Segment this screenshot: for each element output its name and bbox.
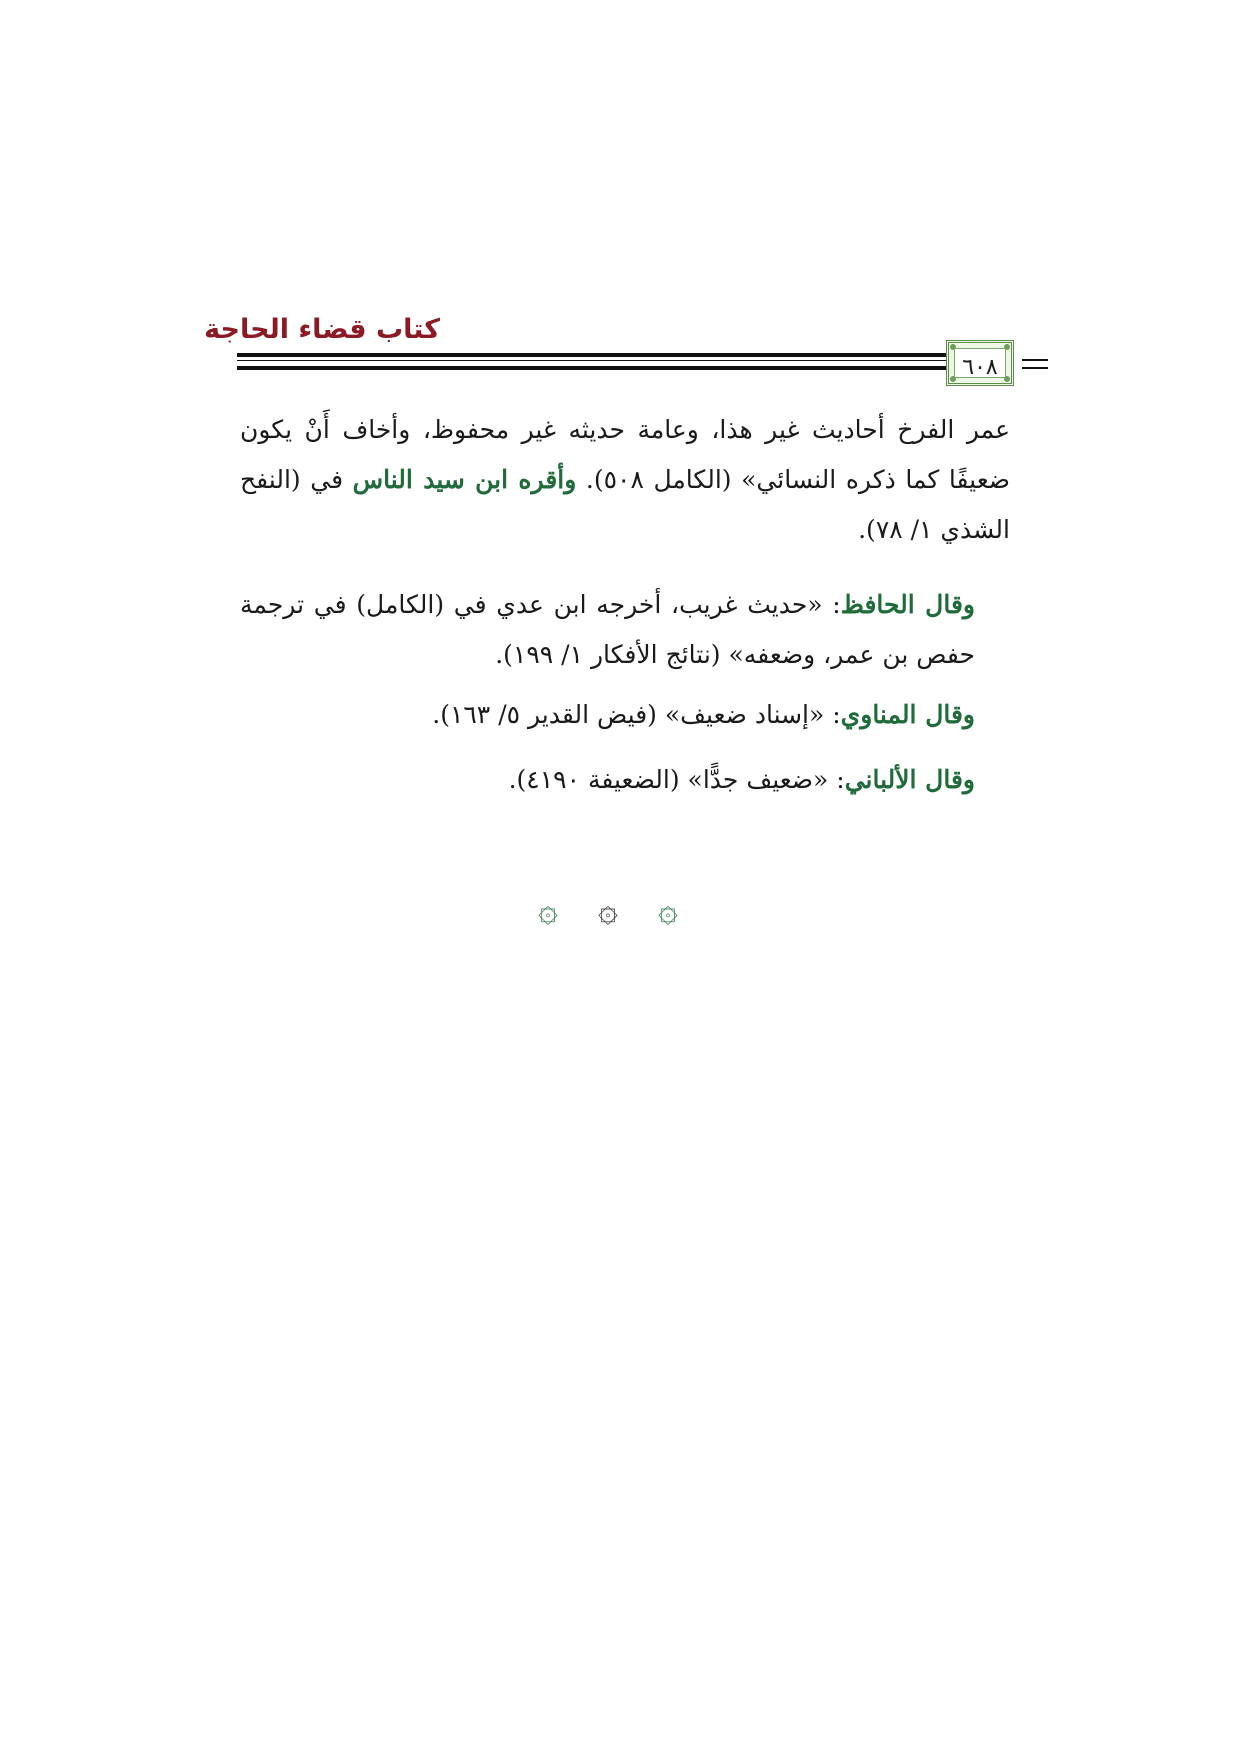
paragraph-4 bbox=[240, 755, 1010, 805]
paragraph-1-text-b: في (النفح الشذي ١/ ٧٨). bbox=[240, 465, 1010, 544]
header-rule-middle bbox=[237, 360, 1000, 361]
paragraph-2-text: : «حديث غريب، أخرجه ابن عدي في (الكامل) في ترجمة حفص بن عمر، وضعفه» (نتائج الأفكار ١/ ١٩٩). bbox=[240, 590, 975, 669]
header-rule-right-bottom bbox=[1022, 367, 1048, 369]
ornament-star-icon: ۞ bbox=[658, 890, 678, 930]
paragraph-1-highlight: وأقره ابن سيد الناس bbox=[352, 465, 577, 494]
speaker-munawi: وقال المناوي bbox=[840, 700, 975, 729]
paragraph-4-text: : «ضعيف جدًّا» (الضعيفة ٤١٩٠). bbox=[508, 765, 845, 794]
paragraph-3-text: : «إسناد ضعيف» (فيض القدير ٥/ ١٦٣). bbox=[432, 700, 841, 729]
ornament-star-icon: ۞ bbox=[598, 890, 618, 930]
header-rule-right-top bbox=[1022, 359, 1048, 361]
page-number: ٦٠٨ bbox=[962, 355, 998, 380]
paragraph-1-text-a: عمر الفرخ أحاديث غير هذا، وعامة حديثه غير محفوظ، وأخاف أَنْ يكون ضعيفًا كما ذكره النسائي» (الكامل ٥٠٨). bbox=[240, 415, 1010, 494]
header-rule-top bbox=[237, 353, 1000, 357]
book-title: كتاب قضاء الحاجة bbox=[204, 314, 440, 345]
paragraph-2 bbox=[240, 580, 1010, 680]
section-end-ornaments bbox=[538, 890, 698, 930]
paragraph-3 bbox=[240, 690, 1010, 740]
speaker-hafiz: وقال الحافظ bbox=[840, 590, 975, 619]
speaker-albani: وقال الألباني bbox=[844, 765, 975, 794]
header-rule-bottom bbox=[237, 366, 1000, 370]
page-number-frame bbox=[946, 340, 1014, 386]
ornament-star-icon: ۞ bbox=[538, 890, 558, 930]
page-number-inner bbox=[954, 348, 1006, 378]
paragraph-1 bbox=[240, 405, 1010, 555]
